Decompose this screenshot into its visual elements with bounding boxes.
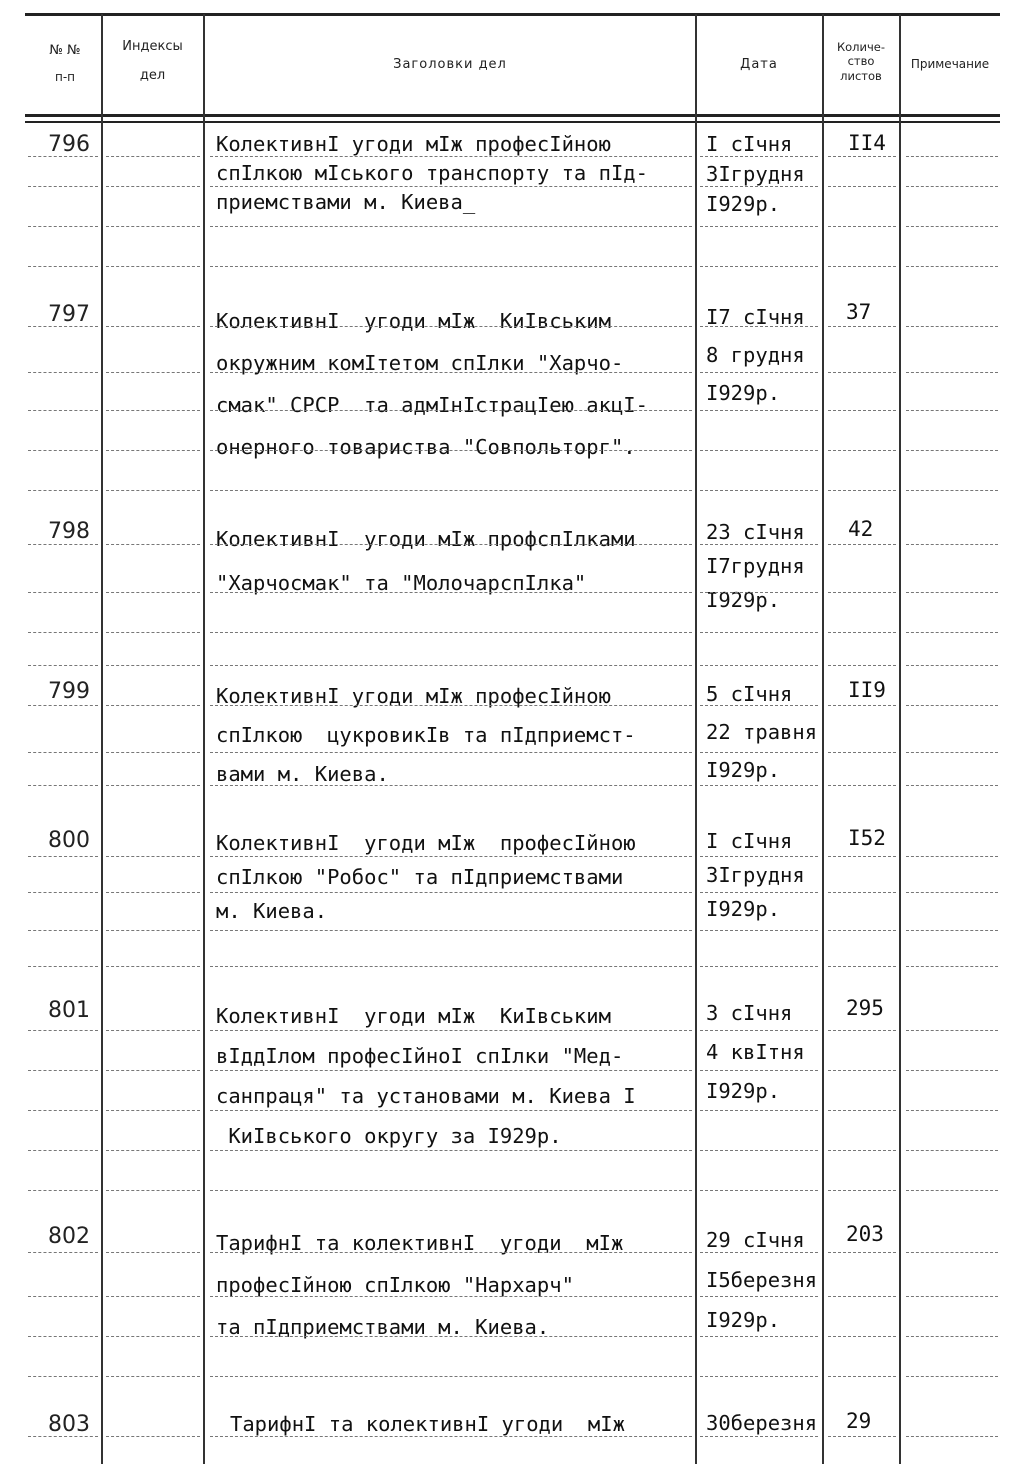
ledger-line bbox=[906, 186, 998, 187]
ledger-line bbox=[106, 930, 200, 931]
ledger-line bbox=[828, 372, 896, 373]
ledger-line bbox=[906, 785, 998, 786]
ledger-line bbox=[28, 410, 98, 411]
ledger-line bbox=[828, 1070, 896, 1071]
ledger-line bbox=[210, 326, 692, 327]
record-title: КолективнI угоди мIж КиIвським вIддIлом професIйноI спIлки "Мед- санпраця" та установами м. Киева I КиIвського округу за I929р. bbox=[216, 1004, 636, 1148]
ledger-line bbox=[906, 1376, 998, 1377]
ledger-line bbox=[906, 1436, 998, 1437]
ledger-line bbox=[106, 1070, 200, 1071]
ledger-line bbox=[28, 930, 98, 931]
ledger-line bbox=[700, 1296, 818, 1297]
ledger-line bbox=[700, 372, 818, 373]
ledger-line bbox=[106, 186, 200, 187]
ledger-line bbox=[906, 1252, 998, 1253]
record-sheets: 29 bbox=[846, 1409, 872, 1433]
ledger-line bbox=[700, 930, 818, 931]
ledger-line bbox=[28, 450, 98, 451]
ledger-line bbox=[210, 1150, 692, 1151]
header-index-label: Индексы bbox=[122, 39, 183, 54]
ledger-line bbox=[906, 705, 998, 706]
ledger-line bbox=[828, 930, 896, 931]
ledger-line bbox=[700, 665, 818, 666]
ledger-line bbox=[700, 1110, 818, 1111]
ledger-line bbox=[828, 1030, 896, 1031]
ledger-line bbox=[700, 1150, 818, 1151]
record-date: 29 сIчня I5березня I929р. bbox=[706, 1228, 818, 1332]
ledger-line bbox=[906, 1070, 998, 1071]
ledger-line bbox=[28, 326, 98, 327]
col-line-4 bbox=[822, 14, 824, 1464]
ledger-line bbox=[210, 1296, 692, 1297]
ledger-line bbox=[700, 1190, 818, 1191]
ledger-line bbox=[210, 1070, 692, 1071]
ledger-line bbox=[828, 705, 896, 706]
ledger-line bbox=[906, 490, 998, 491]
ledger-line bbox=[210, 856, 692, 857]
ledger-line bbox=[106, 785, 200, 786]
ledger-line bbox=[28, 1336, 98, 1337]
ledger-line bbox=[28, 544, 98, 545]
ledger-line bbox=[828, 1190, 896, 1191]
record-date: 3 сIчня 4 квIтня I929р. bbox=[706, 1001, 805, 1103]
ledger-line bbox=[700, 266, 818, 267]
ledger-line bbox=[210, 1252, 692, 1253]
ledger-line bbox=[28, 266, 98, 267]
record-title: КолективнI угоди мIж професIйною спIлкою "Робос" та пIдприемствами м. Киева. bbox=[216, 831, 636, 923]
ledger-line bbox=[700, 226, 818, 227]
record-sheets: II9 bbox=[848, 678, 886, 702]
ledger-line bbox=[210, 372, 692, 373]
record-number: 797 bbox=[48, 302, 90, 327]
record-title: КолективнI угоди мIж професIйною спIлкою мIського транспорту та пIд- приемствами м. Киева_ bbox=[216, 132, 648, 214]
ledger-line bbox=[906, 930, 998, 931]
ledger-line bbox=[106, 1110, 200, 1111]
header-number-label: № № bbox=[49, 43, 81, 58]
ledger-line bbox=[28, 226, 98, 227]
ledger-line bbox=[106, 1376, 200, 1377]
ledger-line bbox=[210, 1376, 692, 1377]
ledger-line bbox=[210, 1030, 692, 1031]
ledger-line bbox=[210, 544, 692, 545]
ledger-line bbox=[906, 450, 998, 451]
ledger-line bbox=[906, 544, 998, 545]
record-number: 799 bbox=[48, 679, 90, 704]
ledger-line bbox=[210, 892, 692, 893]
ledger-line bbox=[28, 752, 98, 753]
ledger-line bbox=[906, 1336, 998, 1337]
ledger-line bbox=[210, 930, 692, 931]
record-title: КолективнI угоди мIж професIйною спIлкою цукровикIв та пIдприемст- вами м. Киева. bbox=[216, 684, 636, 786]
record-number: 796 bbox=[48, 132, 90, 157]
ledger-line bbox=[28, 892, 98, 893]
ledger-line bbox=[700, 450, 818, 451]
ledger-line bbox=[828, 892, 896, 893]
ledger-line bbox=[28, 856, 98, 857]
record-number: 802 bbox=[48, 1224, 90, 1249]
header-note: Примечание bbox=[910, 57, 990, 71]
ledger-line bbox=[106, 966, 200, 967]
ledger-line bbox=[828, 1336, 896, 1337]
ledger-line bbox=[210, 266, 692, 267]
ledger-line bbox=[28, 372, 98, 373]
ledger-line bbox=[906, 892, 998, 893]
col-line-1 bbox=[101, 14, 103, 1464]
ledger-line bbox=[210, 410, 692, 411]
ledger-line bbox=[210, 156, 692, 157]
record-title: КолективнI угоди мIж КиIвським окружним комIтетом спIлки "Харчо- смак" СРСР та адмIнIстрацIею акцI- онерного товариства "Совпольторг". bbox=[216, 309, 648, 459]
ledger-line bbox=[106, 490, 200, 491]
ledger-line bbox=[28, 665, 98, 666]
ledger-line bbox=[28, 1110, 98, 1111]
ledger-line bbox=[828, 1296, 896, 1297]
record-date: 30березня bbox=[706, 1411, 818, 1435]
ledger-line bbox=[28, 705, 98, 706]
ledger-line bbox=[106, 592, 200, 593]
ledger-line bbox=[28, 1296, 98, 1297]
ledger-line bbox=[106, 226, 200, 227]
ledger-line bbox=[106, 372, 200, 373]
ledger-line bbox=[828, 1376, 896, 1377]
ledger-line bbox=[828, 156, 896, 157]
ledger-line bbox=[106, 705, 200, 706]
ledger-line bbox=[828, 1150, 896, 1151]
record-sheets: 295 bbox=[846, 996, 884, 1020]
ledger-line bbox=[906, 632, 998, 633]
ledger-line bbox=[700, 856, 818, 857]
ledger-line bbox=[700, 410, 818, 411]
ledger-line bbox=[28, 785, 98, 786]
header-title: Заголовки дел bbox=[393, 57, 507, 72]
ledger-line bbox=[906, 226, 998, 227]
ledger-line bbox=[28, 592, 98, 593]
ledger-line bbox=[700, 1376, 818, 1377]
ledger-line bbox=[906, 856, 998, 857]
ledger-line bbox=[828, 665, 896, 666]
ledger-line bbox=[210, 490, 692, 491]
header-index bbox=[104, 40, 201, 84]
ledger-line bbox=[106, 1190, 200, 1191]
ledger-line bbox=[106, 1252, 200, 1253]
ledger-line bbox=[28, 490, 98, 491]
ledger-line bbox=[700, 326, 818, 327]
ledger-line bbox=[28, 1436, 98, 1437]
record-number: 800 bbox=[48, 828, 90, 853]
ledger-line bbox=[210, 966, 692, 967]
ledger-line bbox=[106, 266, 200, 267]
ledger-line bbox=[700, 1436, 818, 1437]
ledger-line bbox=[828, 785, 896, 786]
col-line-3 bbox=[695, 14, 697, 1464]
ledger-line bbox=[28, 1150, 98, 1151]
ledger-line bbox=[906, 410, 998, 411]
ledger-line bbox=[828, 326, 896, 327]
ledger-line bbox=[210, 752, 692, 753]
ledger-line bbox=[210, 592, 692, 593]
header-bottom-rule bbox=[25, 114, 1000, 117]
ledger-line bbox=[828, 856, 896, 857]
record-number: 801 bbox=[48, 998, 90, 1023]
header-date: Дата bbox=[740, 57, 778, 72]
ledger-line bbox=[210, 450, 692, 451]
ledger-line bbox=[828, 1252, 896, 1253]
ledger-line bbox=[906, 665, 998, 666]
ledger-line bbox=[906, 326, 998, 327]
ledger-line bbox=[28, 966, 98, 967]
ledger-line bbox=[700, 966, 818, 967]
ledger-line bbox=[700, 785, 818, 786]
ledger-line bbox=[106, 1296, 200, 1297]
ledger-line bbox=[906, 372, 998, 373]
ledger-line bbox=[106, 665, 200, 666]
header-index-sub: дел bbox=[139, 67, 166, 83]
ledger-line bbox=[828, 266, 896, 267]
ledger-line bbox=[828, 592, 896, 593]
record-sheets: II4 bbox=[848, 131, 886, 155]
ledger-line bbox=[106, 1030, 200, 1031]
col-line-2 bbox=[203, 14, 205, 1464]
record-title: ТарифнI та колективнI угоди мIж професIйною спIлкою "Нархарч" та пIдприемствами м. Киева. bbox=[216, 1231, 624, 1339]
ledger-line bbox=[106, 326, 200, 327]
ledger-line bbox=[210, 665, 692, 666]
header-number bbox=[30, 44, 100, 85]
ledger-line bbox=[28, 1070, 98, 1071]
ledger-line bbox=[906, 266, 998, 267]
ledger-line bbox=[828, 1110, 896, 1111]
ledger-line bbox=[700, 705, 818, 706]
ledger-line bbox=[106, 752, 200, 753]
ledger-line bbox=[106, 856, 200, 857]
header-number-sub: п-п bbox=[54, 69, 76, 84]
ledger-line bbox=[700, 1336, 818, 1337]
ledger-line bbox=[28, 632, 98, 633]
ledger-line bbox=[828, 490, 896, 491]
ledger-line bbox=[700, 1070, 818, 1071]
ledger-line bbox=[828, 752, 896, 753]
ledger-line bbox=[700, 1252, 818, 1253]
ledger-line bbox=[828, 450, 896, 451]
ledger-line bbox=[106, 450, 200, 451]
ledger-line bbox=[106, 544, 200, 545]
ledger-line bbox=[906, 156, 998, 157]
record-sheets: I52 bbox=[848, 826, 886, 850]
ledger-line bbox=[106, 1150, 200, 1151]
header-count: Количе- ство листов bbox=[836, 40, 886, 83]
ledger-line bbox=[906, 752, 998, 753]
ledger-line bbox=[828, 1436, 896, 1437]
record-date: 23 сIчня I7грудня I929р. bbox=[706, 520, 805, 612]
ledger-line bbox=[106, 1436, 200, 1437]
record-date: I сIчня 3Iгрудня I929р. bbox=[706, 132, 805, 216]
ledger-line bbox=[28, 1030, 98, 1031]
col-line-5 bbox=[899, 14, 901, 1464]
ledger-line bbox=[700, 592, 818, 593]
ledger-line bbox=[828, 410, 896, 411]
ledger-line bbox=[906, 1190, 998, 1191]
ledger-line bbox=[28, 1252, 98, 1253]
ledger-line bbox=[700, 186, 818, 187]
record-sheets: 42 bbox=[848, 517, 874, 541]
ledger-line bbox=[700, 1030, 818, 1031]
ledger-line bbox=[106, 632, 200, 633]
ledger-line bbox=[28, 156, 98, 157]
ledger-line bbox=[906, 1110, 998, 1111]
ledger-line bbox=[906, 1150, 998, 1151]
ledger-line bbox=[700, 490, 818, 491]
ledger-line bbox=[906, 592, 998, 593]
record-sheets: 37 bbox=[846, 300, 872, 324]
ledger-line bbox=[906, 1296, 998, 1297]
ledger-line bbox=[210, 1336, 692, 1337]
ledger-line bbox=[700, 632, 818, 633]
ledger-line bbox=[210, 1190, 692, 1191]
ledger-line bbox=[906, 966, 998, 967]
ledger-line bbox=[700, 156, 818, 157]
record-number: 803 bbox=[48, 1412, 90, 1437]
ledger-line bbox=[210, 226, 692, 227]
ledger-line bbox=[700, 752, 818, 753]
ledger-line bbox=[210, 1110, 692, 1111]
ledger-line bbox=[210, 705, 692, 706]
ledger-line bbox=[106, 1336, 200, 1337]
top-border-rule bbox=[25, 13, 1000, 16]
ledger-line bbox=[106, 156, 200, 157]
ledger-line bbox=[106, 410, 200, 411]
ledger-line bbox=[700, 892, 818, 893]
ledger-line bbox=[210, 632, 692, 633]
ledger-line bbox=[906, 1030, 998, 1031]
record-number: 798 bbox=[48, 519, 90, 544]
ledger-line bbox=[28, 1376, 98, 1377]
record-date: I сIчня 3Iгрудня I929р. bbox=[706, 829, 805, 921]
ledger-line bbox=[828, 226, 896, 227]
ledger-line bbox=[828, 966, 896, 967]
ledger-line bbox=[28, 186, 98, 187]
record-title: ТарифнI та колективнI угоди мIж bbox=[230, 1412, 625, 1436]
ledger-line bbox=[828, 544, 896, 545]
ledger-line bbox=[828, 186, 896, 187]
header-bottom-rule-2 bbox=[25, 121, 1000, 123]
record-date: I7 сIчня 8 грудня I929р. bbox=[706, 305, 805, 405]
ledger-line bbox=[106, 892, 200, 893]
ledger-line bbox=[700, 544, 818, 545]
ledger-line bbox=[210, 186, 692, 187]
ledger-line bbox=[210, 785, 692, 786]
record-sheets: 203 bbox=[846, 1222, 884, 1246]
record-title: КолективнI угоди мIж профспIлками "Харчосмак" та "МолочарспIлка" bbox=[216, 527, 636, 595]
ledger-line bbox=[210, 1436, 692, 1437]
ledger-line bbox=[828, 632, 896, 633]
record-date: 5 сIчня 22 травня I929р. bbox=[706, 682, 818, 782]
ledger-line bbox=[28, 1190, 98, 1191]
